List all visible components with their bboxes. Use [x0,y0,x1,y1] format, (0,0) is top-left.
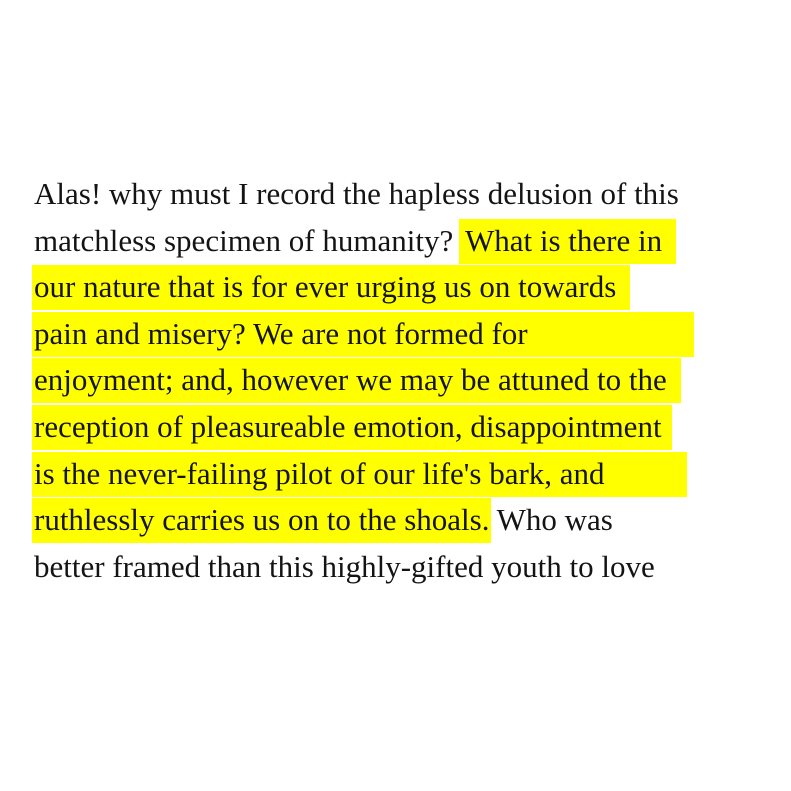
plain-text: better framed than this highly-gifted youth to love [34,548,655,584]
highlighted-text[interactable]: our nature that is for ever urging us on towards [34,267,628,308]
highlighted-text[interactable]: What is there in [461,221,674,262]
document-viewport [0,176,791,584]
text-line [34,264,764,311]
highlighted-text[interactable]: reception of pleasureable emotion, disappointment [34,407,670,448]
highlighted-text[interactable]: enjoyment; and, however we may be attuned to the [34,360,679,401]
text-line [34,218,764,265]
text-line-cut-bottom [34,544,764,591]
plain-text: Who was [489,502,613,538]
plain-text: Alas! why must I record the hapless delusion of this [34,176,679,211]
highlighted-text[interactable]: pain and misery? We are not formed for [34,314,692,355]
text-line [34,357,764,404]
document-text [34,171,764,590]
text-line-cut-top [34,171,764,218]
highlighted-text[interactable]: ruthlessly carries us on to the shoals. [34,500,489,541]
plain-text: matchless specimen of humanity? [34,222,461,258]
text-line [34,404,764,451]
text-line [34,311,764,358]
text-line [34,497,764,544]
text-line [34,451,764,498]
highlighted-text[interactable]: is the never-failing pilot of our life's bark, and [34,454,685,495]
